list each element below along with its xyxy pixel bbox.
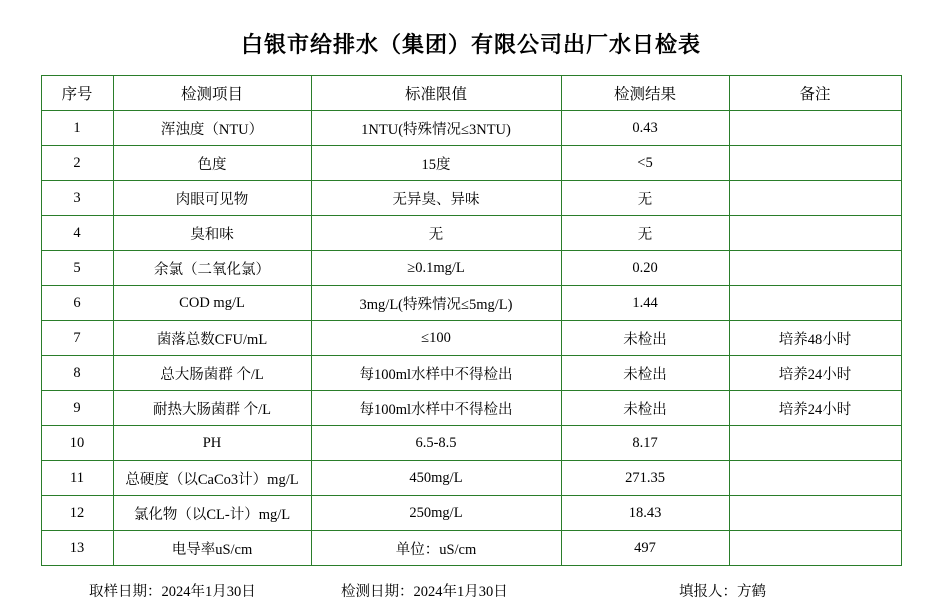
cell-result: 0.43 bbox=[561, 111, 729, 146]
cell-item: 耐热大肠菌群 个/L bbox=[113, 391, 311, 426]
cell-no: 12 bbox=[41, 496, 113, 531]
cell-item: 肉眼可见物 bbox=[113, 181, 311, 216]
cell-result: <5 bbox=[561, 146, 729, 181]
cell-result: 未检出 bbox=[561, 356, 729, 391]
cell-result: 497 bbox=[561, 531, 729, 566]
cell-result: 271.35 bbox=[561, 461, 729, 496]
cell-limit: ≥0.1mg/L bbox=[311, 251, 561, 286]
cell-remark bbox=[729, 286, 901, 321]
table-row bbox=[41, 426, 901, 461]
cell-remark bbox=[729, 216, 901, 251]
cell-limit: ≤100 bbox=[311, 321, 561, 356]
cell-no: 9 bbox=[41, 391, 113, 426]
cell-item: COD mg/L bbox=[113, 286, 311, 321]
cell-remark: 培养24小时 bbox=[729, 391, 901, 426]
cell-limit: 6.5-8.5 bbox=[311, 426, 561, 461]
cell-result: 未检出 bbox=[561, 391, 729, 426]
cell-item: 总大肠菌群 个/L bbox=[113, 356, 311, 391]
cell-remark: 培养24小时 bbox=[729, 356, 901, 391]
cell-no: 6 bbox=[41, 286, 113, 321]
cell-remark bbox=[729, 461, 901, 496]
table-row bbox=[41, 391, 901, 426]
water-quality-table bbox=[41, 75, 902, 566]
table-row bbox=[41, 146, 901, 181]
cell-limit: 450mg/L bbox=[311, 461, 561, 496]
table-row bbox=[41, 251, 901, 286]
footer bbox=[41, 566, 901, 601]
table-row bbox=[41, 356, 901, 391]
cell-result: 无 bbox=[561, 216, 729, 251]
cell-item: PH bbox=[113, 426, 311, 461]
cell-remark bbox=[729, 251, 901, 286]
column-header-no: 序号 bbox=[41, 76, 113, 111]
cell-item: 菌落总数CFU/mL bbox=[113, 321, 311, 356]
column-header-remark: 备注 bbox=[729, 76, 901, 111]
table-row bbox=[41, 321, 901, 356]
table-row bbox=[41, 216, 901, 251]
cell-limit: 250mg/L bbox=[311, 496, 561, 531]
cell-item: 色度 bbox=[113, 146, 311, 181]
cell-no: 5 bbox=[41, 251, 113, 286]
cell-result: 无 bbox=[561, 181, 729, 216]
reporter-name: 填报人：方鹤 bbox=[679, 584, 766, 600]
cell-no: 4 bbox=[41, 216, 113, 251]
cell-result: 18.43 bbox=[561, 496, 729, 531]
cell-item: 余氯（二氧化氯） bbox=[113, 251, 311, 286]
table-row bbox=[41, 286, 901, 321]
table-row bbox=[41, 496, 901, 531]
cell-no: 10 bbox=[41, 426, 113, 461]
cell-remark: 培养48小时 bbox=[729, 321, 901, 356]
cell-no: 8 bbox=[41, 356, 113, 391]
cell-no: 13 bbox=[41, 531, 113, 566]
test-date: 检测日期：2024年1月30日 bbox=[341, 584, 508, 600]
cell-remark bbox=[729, 531, 901, 566]
cell-limit: 无 bbox=[311, 216, 561, 251]
cell-no: 3 bbox=[41, 181, 113, 216]
cell-remark bbox=[729, 111, 901, 146]
cell-limit: 15度 bbox=[311, 146, 561, 181]
cell-limit: 3mg/L(特殊情况≤5mg/L) bbox=[311, 286, 561, 321]
cell-item: 氯化物（以CL-计）mg/L bbox=[113, 496, 311, 531]
table-header-row bbox=[41, 76, 901, 111]
cell-result: 8.17 bbox=[561, 426, 729, 461]
cell-limit: 每100ml水样中不得检出 bbox=[311, 356, 561, 391]
cell-limit: 每100ml水样中不得检出 bbox=[311, 391, 561, 426]
cell-limit: 无异臭、异味 bbox=[311, 181, 561, 216]
column-header-item: 检测项目 bbox=[113, 76, 311, 111]
cell-no: 2 bbox=[41, 146, 113, 181]
cell-item: 臭和味 bbox=[113, 216, 311, 251]
cell-remark bbox=[729, 426, 901, 461]
cell-remark bbox=[729, 181, 901, 216]
table-row bbox=[41, 461, 901, 496]
table-row bbox=[41, 531, 901, 566]
cell-item: 总硬度（以CaCo3计）mg/L bbox=[113, 461, 311, 496]
cell-remark bbox=[729, 146, 901, 181]
cell-remark bbox=[729, 496, 901, 531]
table-row bbox=[41, 181, 901, 216]
sample-date: 取样日期：2024年1月30日 bbox=[89, 584, 256, 600]
cell-result: 0.20 bbox=[561, 251, 729, 286]
cell-limit: 单位：uS/cm bbox=[311, 531, 561, 566]
cell-no: 1 bbox=[41, 111, 113, 146]
cell-item: 浑浊度（NTU） bbox=[113, 111, 311, 146]
table-row bbox=[41, 111, 901, 146]
cell-no: 11 bbox=[41, 461, 113, 496]
cell-result: 1.44 bbox=[561, 286, 729, 321]
cell-limit: 1NTU(特殊情况≤3NTU) bbox=[311, 111, 561, 146]
cell-result: 未检出 bbox=[561, 321, 729, 356]
column-header-result: 检测结果 bbox=[561, 76, 729, 111]
page-title: 白银市给排水（集团）有限公司出厂水日检表 bbox=[240, 32, 701, 57]
column-header-limit: 标准限值 bbox=[311, 76, 561, 111]
cell-item: 电导率uS/cm bbox=[113, 531, 311, 566]
cell-no: 7 bbox=[41, 321, 113, 356]
